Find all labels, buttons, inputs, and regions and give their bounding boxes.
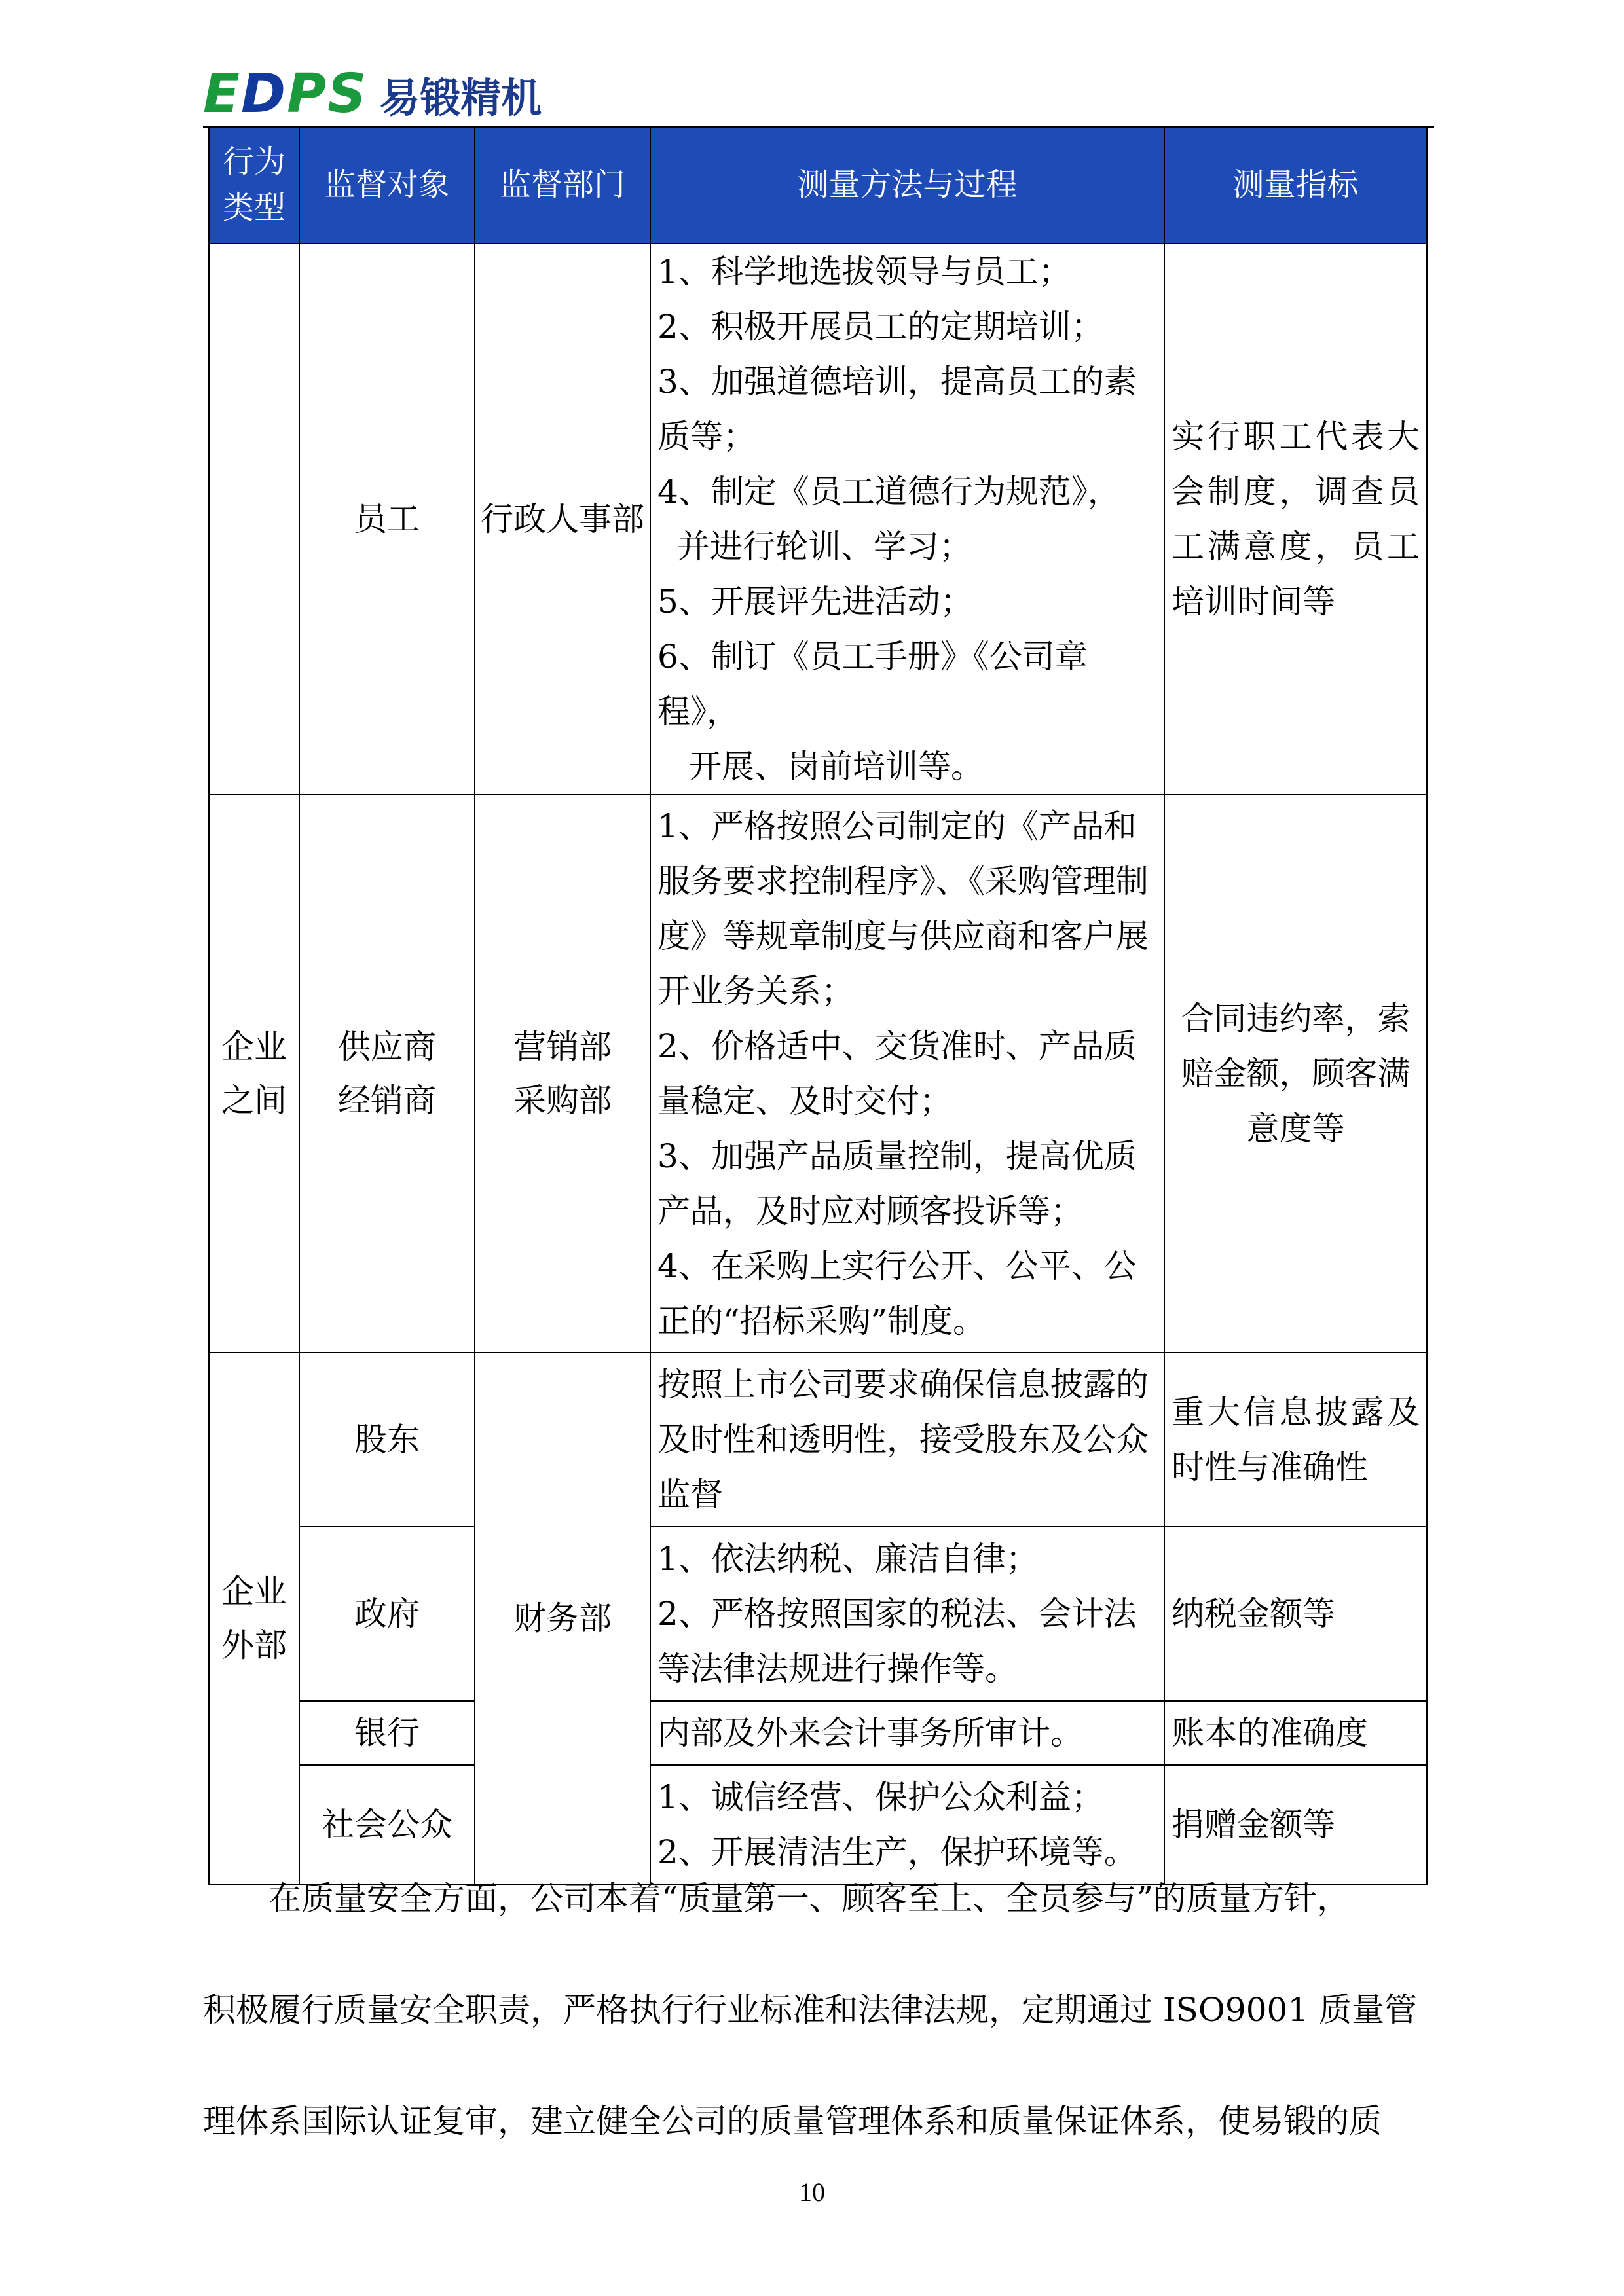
row-department: 营销部采购部 (475, 795, 650, 1353)
row-object: 供应商经销商 (299, 795, 475, 1353)
method-item: 3、加强产品质量控制，提高优质产品，及时应对顾客投诉等； (657, 1137, 1137, 1230)
method-item: 2、开展清洁生产，保护环境等。 (657, 1833, 1137, 1871)
row-methods (650, 1701, 1164, 1765)
row-methods (650, 1527, 1164, 1701)
method-item: 2、积极开展员工的定期培训； (657, 308, 1104, 346)
table-row (209, 1353, 1427, 1527)
method-item: 1、依法纳税、廉洁自律； (657, 1540, 1039, 1578)
supervision-table (208, 126, 1428, 1885)
method-item: 2、价格适中、交货准时、产品质量稳定、及时交付； (657, 1027, 1137, 1120)
paragraph-line: 积极履行质量安全职责，严格执行行业标准和法律法规，定期通过 ISO9001 质量管 (203, 1991, 1418, 2029)
page-header (203, 62, 542, 125)
page-number: 10 (799, 2178, 825, 2207)
row-department: 财务部 (475, 1353, 650, 1884)
row-object: 银行 (299, 1701, 475, 1765)
table-row (209, 1701, 1427, 1765)
row-indicator: 实行职工代表大会制度，调查员工满意度，员工培训时间等 (1164, 244, 1427, 795)
row-type: 企业外部 (209, 1353, 299, 1884)
row-indicator: 捐赠金额等 (1164, 1765, 1427, 1884)
table-header-row (209, 127, 1427, 244)
row-type (209, 244, 299, 795)
row-methods (650, 244, 1164, 795)
method-item: 3、加强道德培训，提高员工的素质等； (657, 363, 1137, 456)
method-item: 内部及外来会计事务所审计。 (657, 1714, 1083, 1752)
method-item: 1、诚信经营、保护公众利益； (657, 1778, 1104, 1816)
row-methods (650, 795, 1164, 1353)
row-object: 股东 (299, 1353, 475, 1527)
row-type: 企业之间 (209, 795, 299, 1353)
company-logo: EDPS (203, 63, 368, 125)
paragraph-line: 理体系国际认证复审，建立健全公司的质量管理体系和质量保证体系，使易锻的质 (203, 2102, 1382, 2140)
table-row (209, 1527, 1427, 1701)
row-indicator: 重大信息披露及时性与准确性 (1164, 1353, 1427, 1527)
header-supervising-department: 监督部门 (475, 127, 650, 244)
row-object: 政府 (299, 1527, 475, 1701)
header-indicators: 测量指标 (1164, 127, 1427, 244)
method-item: 5、开展评先进活动； (657, 583, 973, 621)
row-indicator: 账本的准确度 (1164, 1701, 1427, 1765)
company-name: 易锻精机 (379, 74, 542, 122)
method-item: 1、严格按照公司制定的《产品和服务要求控制程序》、《采购管理制度》等规章制度与供应商和客户展开业务关系； (657, 807, 1149, 1010)
method-item: 2、严格按照国家的税法、会计法等法律法规进行操作等。 (657, 1595, 1137, 1688)
row-object: 社会公众 (299, 1765, 475, 1884)
table-row (209, 244, 1427, 795)
method-item: 按照上市公司要求确保信息披露的及时性和透明性，接受股东及公众监督 (657, 1366, 1149, 1514)
method-item: 4、制定《员工道德行为规范》， (657, 473, 1120, 511)
row-department: 行政人事部 (475, 244, 650, 795)
header-supervised-object: 监督对象 (299, 127, 475, 244)
header-behavior-type: 行为类型 (209, 127, 299, 244)
method-item: 并进行轮训、学习； (677, 528, 972, 566)
method-item: 4、在采购上实行公开、公平、公正的“招标采购”制度。 (657, 1247, 1137, 1340)
row-object: 员工 (299, 244, 475, 795)
method-item: 开展、岗前培训等。 (689, 748, 984, 786)
row-indicator: 纳税金额等 (1164, 1527, 1427, 1701)
method-item: 6、制订《员工手册》《公司章程》， (657, 638, 1088, 731)
table-row (209, 795, 1427, 1353)
paragraph-line: 在质量安全方面，公司本着“质量第一、顾客至上、全员参与”的质量方针， (268, 1880, 1350, 1918)
row-methods (650, 1353, 1164, 1527)
method-item: 1、科学地选拔领导与员工； (657, 253, 1071, 291)
body-paragraph (203, 1843, 1434, 2177)
header-methods: 测量方法与过程 (650, 127, 1164, 244)
row-indicator: 合同违约率，索赔金额，顾客满意度等 (1164, 795, 1427, 1353)
